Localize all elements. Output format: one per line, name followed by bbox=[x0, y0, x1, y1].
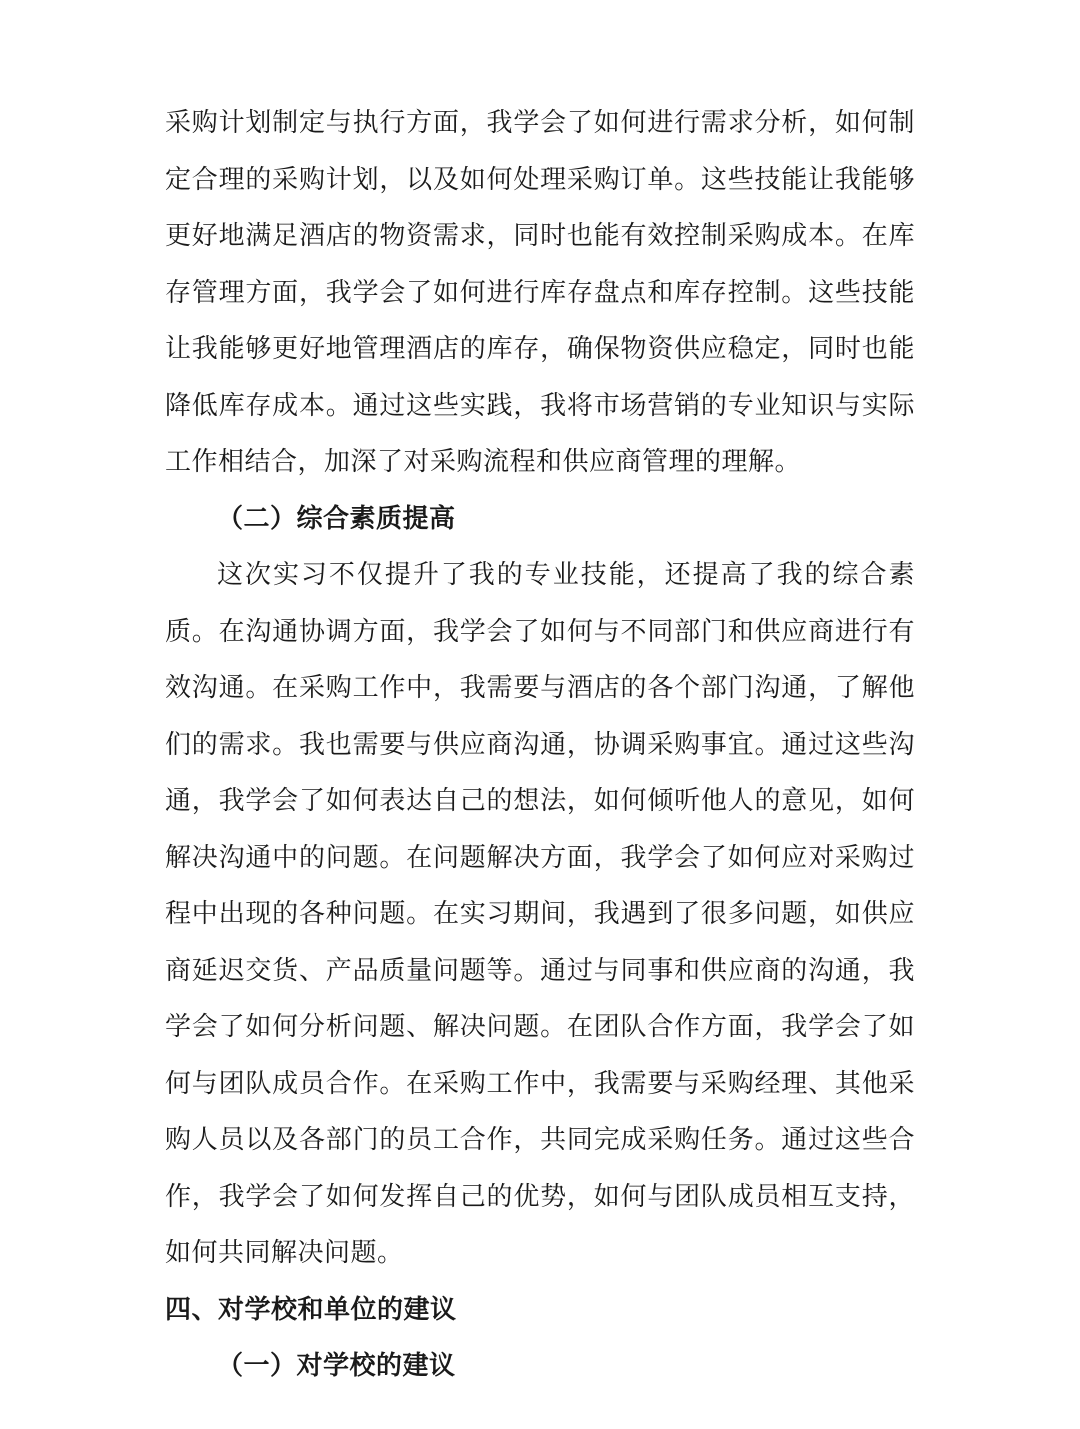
section-heading-suggestions: 四、对学校和单位的建议 bbox=[165, 1294, 457, 1325]
subheading-comprehensive-quality: （二）综合素质提高 bbox=[217, 503, 456, 534]
document-body bbox=[165, 95, 915, 1395]
subheading-school-suggestions: （一）对学校的建议 bbox=[217, 1351, 456, 1381]
paragraph-comprehensive-quality: 这次实习不仅提升了我的专业技能，还提高了我的综合素质。在沟通协调方面，我学会了如何与不同部门和供应商进行有效沟通。在采购工作中，我需要与酒店的各个部门沟通，了解他们的需求。我也需要与供应商沟通，协调采购事宜。通过这些沟通，我学会了如何表达自己的想法，如何倾听他人的意见，如何解决沟通中的问题。在问题解决方面，我学会了如何应对采购过程中出现的各种问题。在实习期间，我遇到了很多问题，如供应商延迟交货、产品质量问题等。通过与同事和供应商的沟通，我学会了如何分析问题、解决问题。在团队合作方面，我学会了如何与团队成员合作。在采购工作中，我需要与采购经理、其他采购人员以及各部门的员工合作，共同完成采购任务。通过这些合作，我学会了如何发挥自己的优势，如何与团队成员相互支持，如何共同解决问题。 bbox=[165, 560, 915, 1268]
paragraph-procurement-skills: 采购计划制定与执行方面，我学会了如何进行需求分析，如何制定合理的采购计划，以及如何处理采购订单。这些技能让我能够更好地满足酒店的物资需求，同时也能有效控制采购成本。在库存管理方面，我学会了如何进行库存盘点和库存控制。这些技能让我能够更好地管理酒店的库存，确保物资供应稳定，同时也能降低库存成本。通过这些实践，我将市场营销的专业知识与实际工作相结合，加深了对采购流程和供应商管理的理解。 bbox=[165, 108, 915, 477]
